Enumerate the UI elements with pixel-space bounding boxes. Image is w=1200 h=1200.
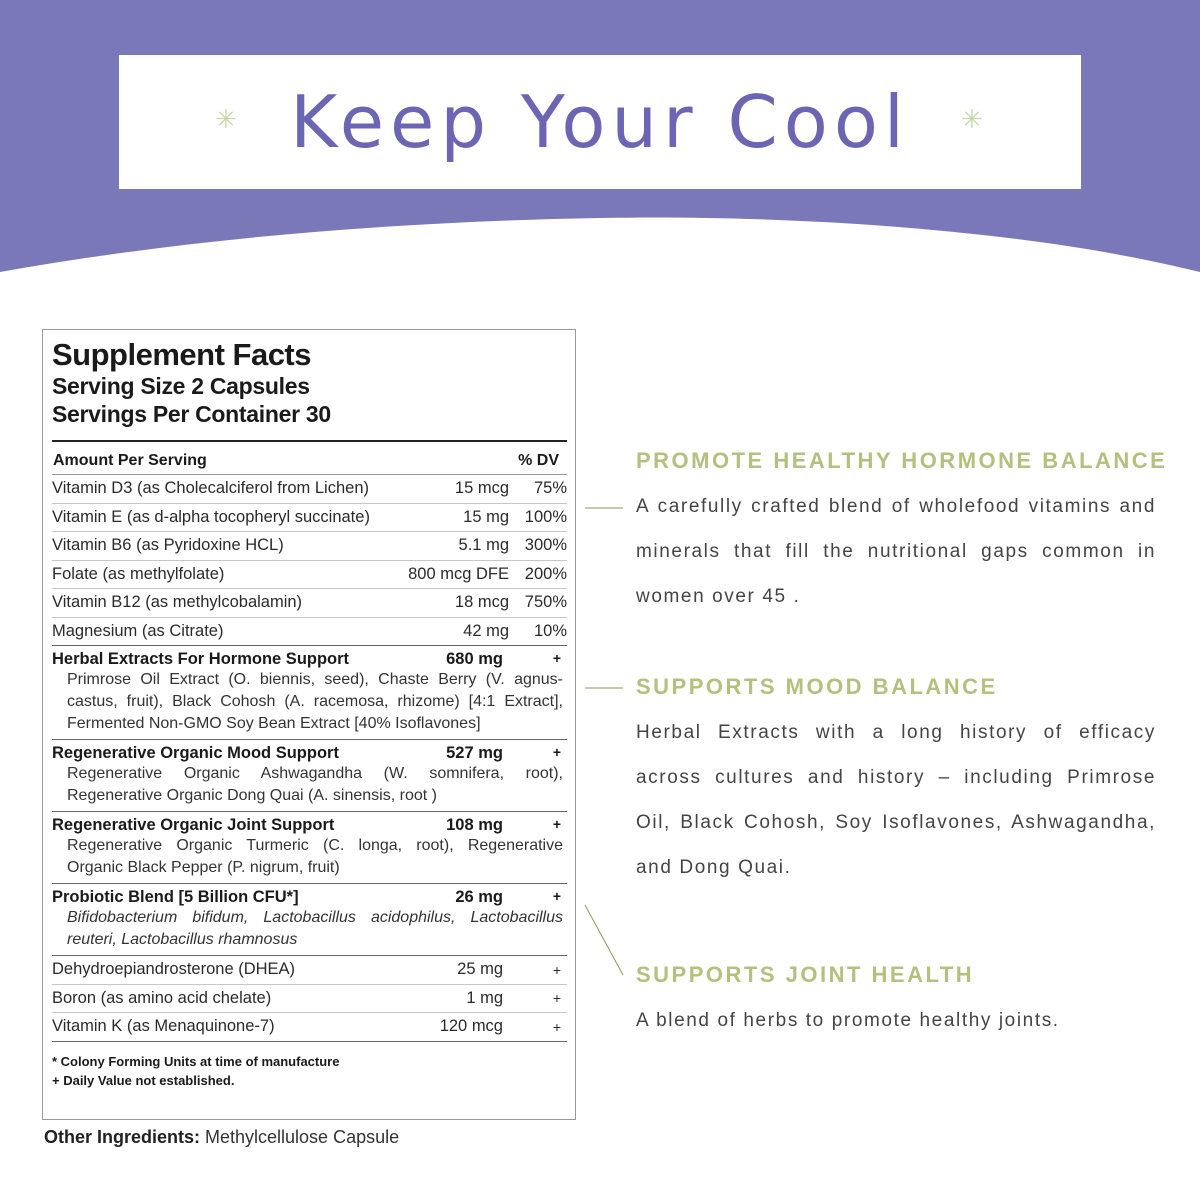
nutrient-row [52, 504, 567, 533]
amount-header: Amount Per Serving [53, 452, 207, 469]
footnotes [52, 1042, 567, 1090]
nutrient-name: Vitamin K (as Menaquinone-7) [52, 1017, 275, 1036]
nutrient-name: Magnesium (as Citrate) [52, 621, 224, 640]
nutrient-row [52, 532, 567, 561]
nutrient-name: Vitamin B12 (as methylcobalamin) [52, 593, 303, 612]
title-banner [119, 55, 1081, 189]
nutrient-name: Vitamin B6 (as Pyridoxine HCL) [52, 536, 284, 555]
serving-size: Serving Size 2 Capsules [52, 373, 310, 399]
nutrient-dv: 750% [524, 593, 567, 612]
nutrient-row [52, 589, 567, 618]
other-ingredients-label: Other Ingredients: [44, 1127, 201, 1147]
blend-ingredients: Regenerative Organic Turmeric (C. longa, root), Regenerative Organic Black Pepper (P. nigrum, fruit) [67, 837, 563, 876]
nutrient-row [52, 618, 567, 647]
blend-dv: + [552, 744, 561, 760]
nutrient-row [52, 956, 567, 985]
blend-dv: + [552, 888, 561, 904]
blend-name: Regenerative Organic Joint Support [52, 816, 335, 834]
blend-amount: 108 mg [446, 816, 503, 834]
benefit-title: PROMOTE HEALTHY HORMONE BALANCE [636, 448, 1168, 473]
sparkle-left-icon: ✳ [215, 105, 237, 135]
dv-header: % DV [518, 452, 559, 469]
blend-name: Herbal Extracts For Hormone Support [52, 650, 350, 668]
blend-probiotic [52, 884, 567, 956]
supplement-facts-panel [42, 329, 576, 1120]
benefit-body: Herbal Extracts with a long history of efficacy across cultures and history – including Primrose Oil, Black Cohosh, Soy Isoflavones, Ashwagandha, and Dong Quai. [636, 722, 1156, 878]
blend-header [52, 888, 567, 907]
nutrient-amount: 15 mg [463, 507, 509, 526]
blend-header [52, 650, 567, 669]
blend-hormone-support [52, 646, 567, 740]
nutrient-dv: 100% [524, 507, 567, 526]
blend-amount: 26 mg [455, 888, 503, 906]
blend-amount: 527 mg [446, 744, 503, 762]
benefit-hormone [636, 448, 1168, 619]
page-title: Keep Your Cool [290, 80, 910, 164]
benefit-title: SUPPORTS JOINT HEALTH [636, 962, 975, 987]
nutrient-amount: 1 mg [466, 988, 503, 1007]
blend-joint-support [52, 812, 567, 884]
nutrient-name: Vitamin D3 (as Cholecalciferol from Lichen) [52, 479, 369, 498]
nutrient-row [52, 1013, 567, 1042]
benefit-joint [636, 962, 1156, 1043]
blend-dv: + [552, 816, 561, 832]
nutrient-row [52, 985, 567, 1014]
facts-title: Supplement Facts [52, 337, 311, 372]
nutrient-dv: + [552, 961, 561, 978]
nutrient-row [52, 561, 567, 590]
servings-per-container: Servings Per Container 30 [52, 401, 331, 427]
benefit-mood [636, 674, 1156, 890]
blend-amount: 680 mg [446, 650, 503, 668]
nutrient-dv: + [552, 990, 561, 1007]
nutrient-dv: + [552, 1018, 561, 1035]
nutrient-name: Boron (as amino acid chelate) [52, 988, 272, 1007]
sparkle-right-icon: ✳ [961, 105, 983, 135]
blend-header [52, 744, 567, 763]
blend-ingredients: Primrose Oil Extract (O. biennis, seed), Chaste Berry (V. agnus-castus, fruit), Black Cohosh (A. racemosa, rhizome) [4:1 Extract], Fermented Non-GMO Soy Bean Extract [40% Isoflavones] [67, 671, 563, 732]
footnote-cfu: * Colony Forming Units at time of manufacture [52, 1053, 340, 1069]
nutrient-amount: 18 mcg [454, 593, 509, 612]
nutrient-name: Dehydroepiandrosterone (DHEA) [52, 960, 296, 979]
blend-ingredients: Regenerative Organic Ashwagandha (W. somnifera, root), Regenerative Organic Dong Quai (A. sinensis, root ) [67, 765, 563, 804]
nutrient-name: Vitamin E (as d-alpha tocopheryl succinate) [52, 507, 370, 526]
blend-dv: + [552, 650, 561, 666]
nutrient-amount: 42 mg [463, 621, 509, 640]
nutrient-amount: 15 mcg [454, 479, 509, 498]
other-ingredients [44, 1127, 399, 1148]
nutrient-dv: 300% [524, 536, 567, 555]
footnote-dv: + Daily Value not established. [52, 1072, 235, 1088]
blend-name: Probiotic Blend [5 Billion CFU*] [52, 888, 299, 906]
facts-column-header [52, 442, 567, 475]
nutrient-name: Folate (as methylfolate) [52, 564, 225, 583]
nutrient-row [52, 475, 567, 504]
blend-name: Regenerative Organic Mood Support [52, 744, 339, 762]
nutrient-amount: 25 mg [457, 960, 503, 979]
nutrient-dv: 10% [533, 621, 567, 640]
nutrient-dv: 200% [524, 564, 567, 583]
benefit-body: A carefully crafted blend of wholefood vitamins and minerals that fill the nutritional gaps common in women over 45 . [636, 496, 1156, 607]
connector-lines [580, 500, 630, 980]
nutrient-dv: 75% [533, 479, 567, 498]
blend-ingredients: Bifidobacterium bifidum, Lactobacillus acidophilus, Lactobacillus reuteri, Lactobacillus rhamnosus [67, 909, 563, 948]
nutrient-amount: 5.1 mg [458, 536, 509, 555]
blend-header [52, 816, 567, 835]
other-ingredients-value: Methylcellulose Capsule [200, 1127, 400, 1147]
blend-mood-support [52, 740, 567, 812]
benefit-title: SUPPORTS MOOD BALANCE [636, 674, 998, 699]
benefit-body: A blend of herbs to promote healthy joints. [636, 1010, 1060, 1031]
nutrient-amount: 800 mcg DFE [408, 564, 509, 583]
nutrient-amount: 120 mcg [439, 1017, 503, 1036]
